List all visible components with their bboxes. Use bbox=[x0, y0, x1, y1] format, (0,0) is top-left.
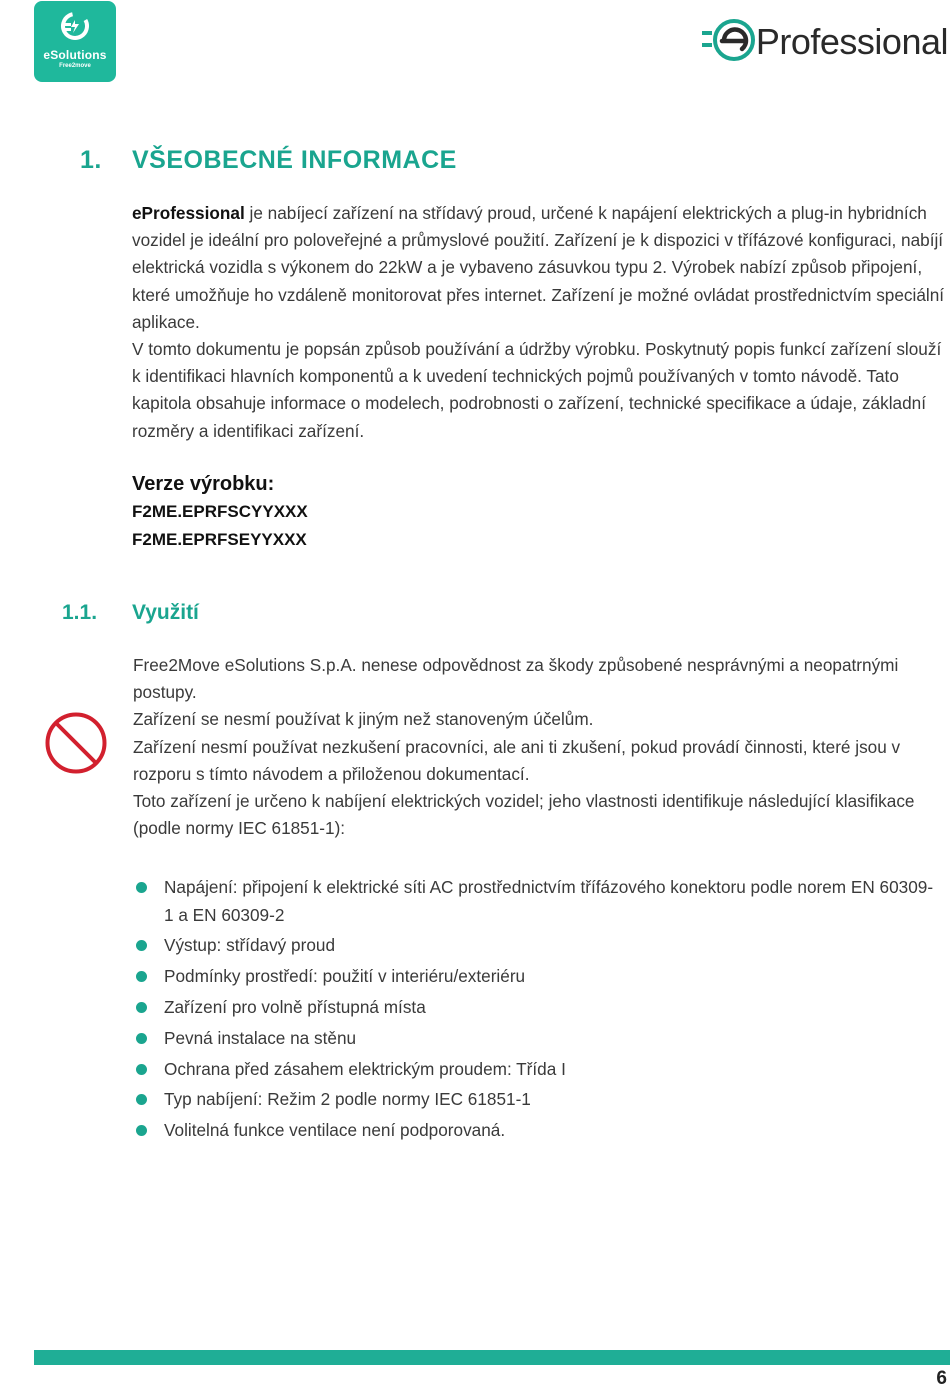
list-item-text: Podmínky prostředí: použití v interiéru/exteriéru bbox=[164, 966, 526, 987]
intro-paragraph-1-text: je nabíjecí zařízení na střídavý proud, určené k napájení elektrických a plug-in hybridních vozidel je ideální pro poloveřejné a průmyslové použití. Zařízení je k dispozici v třífázové konfiguraci, nabíjí elektrická vozidla s výkonem do 22kW a je vybaveno zásuvkou typu 2. Výrobek nabízí způsob připojení, které umožňuje ho vzdáleně monitorovat přes internet. Zařízení je možné ovládat prostřednictvím speciální aplikace. bbox=[132, 203, 945, 332]
list-item-text: Typ nabíjení: Režim 2 podle normy IEC 61851-1 bbox=[164, 1089, 531, 1110]
bullet-icon bbox=[136, 1064, 147, 1075]
usage-paragraph: Zařízení se nesmí používat k jiným než stanoveným účelům. bbox=[133, 709, 594, 730]
usage-paragraph: Free2Move eSolutions S.p.A. nenese odpovědnost za škody způsobené nesprávnými a neopatrnými postupy. bbox=[133, 655, 899, 703]
eprofessional-logo bbox=[702, 18, 948, 66]
list-item-text: Pevná instalace na stěnu bbox=[164, 1027, 357, 1048]
intro-paragraph-1 bbox=[132, 200, 948, 336]
section-number: 1. bbox=[80, 146, 102, 174]
product-versions bbox=[132, 470, 308, 554]
version-label: Verze výrobku: bbox=[132, 473, 275, 495]
esolutions-logo bbox=[34, 1, 116, 82]
list-item-text: Ochrana před zásahem elektrickým proudem: Třída I bbox=[164, 1058, 566, 1079]
list-item-text: Výstup: střídavý proud bbox=[164, 935, 336, 956]
list-item bbox=[136, 994, 936, 1022]
usage-paragraph: Toto zařízení je určeno k nabíjení elektrických vozidel; jeho vlastnosti identifikuje následující klasifikace (podle normy IEC 61851-1): bbox=[133, 791, 915, 839]
list-item bbox=[136, 1117, 936, 1145]
intro-text bbox=[132, 200, 948, 445]
version-code: F2ME.EPRFSCYYXXX bbox=[132, 502, 308, 521]
product-name: eProfessional bbox=[132, 203, 245, 223]
esolutions-logo-subtext: Free2move bbox=[59, 63, 91, 69]
esolutions-logo-text: eSolutions bbox=[43, 48, 107, 62]
list-item bbox=[136, 874, 936, 929]
esolutions-logo-mark-icon bbox=[58, 11, 92, 46]
usage-text bbox=[133, 652, 933, 842]
list-item-text: Volitelná funkce ventilace není podporovaná. bbox=[164, 1120, 506, 1141]
eprofessional-logo-text: Professional bbox=[755, 21, 948, 62]
eprofessional-logo-mark-icon bbox=[702, 16, 758, 69]
prohibited-icon bbox=[44, 711, 108, 775]
bullet-icon bbox=[136, 940, 147, 951]
bullet-icon bbox=[136, 1033, 147, 1044]
usage-paragraph: Zařízení nesmí používat nezkušení pracovníci, ale ani ti zkušení, pokud provádí činnosti, které jsou v rozporu s tímto návodem a přiloženou dokumentací. bbox=[133, 736, 901, 784]
list-item bbox=[136, 1056, 936, 1084]
page-number: 6 bbox=[936, 1368, 947, 1389]
list-item bbox=[136, 963, 936, 991]
list-item bbox=[136, 1086, 936, 1114]
subsection-number: 1.1. bbox=[62, 601, 98, 624]
bullet-icon bbox=[136, 971, 147, 982]
bullet-icon bbox=[136, 1002, 147, 1013]
version-code: F2ME.EPRFSEYYXXX bbox=[132, 530, 307, 549]
section-title: VŠEOBECNÉ INFORMACE bbox=[132, 146, 457, 174]
bullet-icon bbox=[136, 1094, 147, 1105]
bullet-icon bbox=[136, 882, 147, 893]
list-item bbox=[136, 1025, 936, 1053]
list-item-text: Zařízení pro volně přístupná místa bbox=[164, 996, 426, 1017]
footer-bar bbox=[34, 1350, 950, 1365]
list-item bbox=[136, 932, 936, 960]
section-heading-1 bbox=[80, 146, 457, 175]
intro-paragraph-2: V tomto dokumentu je popsán způsob používání a údržby výrobku. Poskytnutý popis funkcí zařízení slouží k identifikaci hlavních komponentů a k uvedení technických pojmů používaných v tomto návodě. Tato kapitola obsahuje informace o modelech, podrobnosti o zařízení, technické specifikace a údaje, základní rozměry a identifikaci zařízení. bbox=[132, 339, 942, 441]
subsection-title: Využití bbox=[132, 601, 199, 624]
classification-list bbox=[136, 874, 936, 1148]
section-heading-1-1 bbox=[62, 601, 199, 625]
bullet-icon bbox=[136, 1125, 147, 1136]
list-item-text: Napájení: připojení k elektrické síti AC prostřednictvím třífázového konektoru podle norem EN 60309-1 a EN 60309-2 bbox=[164, 877, 934, 925]
